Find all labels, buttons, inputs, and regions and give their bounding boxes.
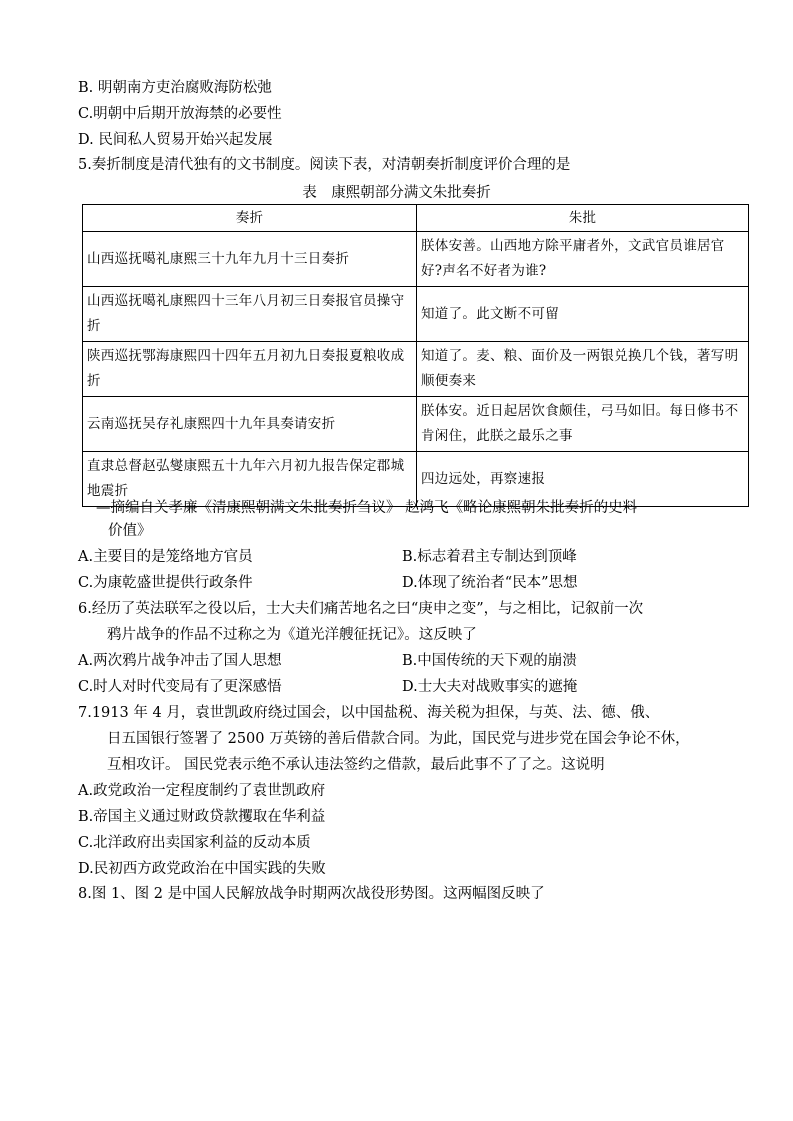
q5-stem: 5.奏折制度是清代独有的文书制度。阅读下表，对清朝奏折制度评价合理的是 [78, 157, 571, 173]
q4-option-d: D. 民间私人贸易开始兴起发展 [78, 132, 273, 148]
memorial-cell: 山西巡抚噶礼康熙三十九年九月十三日奏折 [83, 232, 417, 287]
table-caption: 表 康熙朝部分满文朱批奏折 [302, 185, 491, 201]
table-source: —摘编自关孝廉《清康熙朝满文朱批奏折刍议》 赵鸿飞《略论康熙朝朱批奏折的史料 [96, 500, 638, 516]
q7-stem-cont2: 互相攻讦。 国民党表示绝不承认违法签约之借款，最后此事不了了之。这说明 [107, 757, 605, 773]
comment-cell: 知道了。麦、粮、面价及一两银兑换几个钱，著写明顺便奏来 [417, 342, 749, 397]
table-row [83, 287, 749, 342]
header-memorial: 奏折 [83, 205, 417, 232]
q4-option-c: C.明朝中后期开放海禁的必要性 [78, 106, 282, 122]
table-header-row [83, 205, 749, 232]
memorial-cell: 云南巡抚吴存礼康熙四十九年具奏请安折 [83, 397, 417, 452]
comment-cell: 朕体安善。山西地方除平庸者外，文武官员谁居官好?声名不好者为谁? [417, 232, 749, 287]
table-row [83, 342, 749, 397]
q6-option-a: A.两次鸦片战争冲击了国人思想 [78, 653, 282, 669]
q5-option-a: A.主要目的是笼络地方官员 [78, 549, 253, 565]
q7-stem: 7.1913 年 4 月，袁世凯政府绕过国会，以中国盐税、海关税为担保，与英、法、德、俄、 [78, 705, 660, 721]
q7-option-b: B.帝国主义通过财政贷款攫取在华利益 [78, 809, 326, 825]
table-row [83, 232, 749, 287]
comment-cell: 知道了。此文断不可留 [417, 287, 749, 342]
q7-option-c: C.北洋政府出卖国家利益的反动本质 [78, 835, 311, 851]
table-source-cont: 价值》 [108, 523, 152, 539]
q6-option-c: C.时人对时代变局有了更深感悟 [78, 679, 282, 695]
q6-stem-cont: 鸦片战争的作品不过称之为《道光洋艘征抚记》。这反映了 [107, 627, 477, 643]
q7-stem-cont: 日五国银行签署了 2500 万英镑的善后借款合同。为此，国民党与进步党在国会争论不休， [107, 731, 690, 747]
q6-option-d: D.士大夫对战败事实的遮掩 [402, 679, 578, 695]
memorial-cell: 直隶总督赵弘燮康熙五十九年六月初九报告保定郡城地震折 [83, 452, 417, 507]
q7-option-a: A.政党政治一定程度制约了袁世凯政府 [78, 783, 326, 799]
table-row [83, 397, 749, 452]
q5-option-d: D.体现了统治者“民本”思想 [402, 575, 578, 591]
q5-option-b: B.标志着君主专制达到顶峰 [402, 549, 577, 565]
q6-option-b: B.中国传统的天下观的崩溃 [402, 653, 577, 669]
q7-option-d: D.民初西方政党政治在中国实践的失败 [78, 861, 326, 877]
header-comment: 朱批 [417, 205, 749, 232]
q5-option-c: C.为康乾盛世提供行政条件 [78, 575, 253, 591]
q4-option-b: B. 明朝南方吏治腐败海防松弛 [78, 80, 272, 96]
memorial-table [82, 204, 749, 507]
comment-cell: 朕体安。近日起居饮食颇佳，弓马如旧。每日修书不肯闲住，此朕之最乐之事 [417, 397, 749, 452]
q6-stem: 6.经历了英法联军之役以后，士大夫们痛苦地名之曰“庚申之变”，与之相比，记叙前一次 [78, 601, 644, 617]
comment-cell: 四边远处，再察速报 [417, 452, 749, 507]
memorial-cell: 陕西巡抚鄂海康熙四十四年五月初九日奏报夏粮收成折 [83, 342, 417, 397]
q8-stem: 8.图 1、图 2 是中国人民解放战争时期两次战役形势图。这两幅图反映了 [78, 886, 545, 902]
memorial-cell: 山西巡抚噶礼康熙四十三年八月初三日奏报官员操守折 [83, 287, 417, 342]
